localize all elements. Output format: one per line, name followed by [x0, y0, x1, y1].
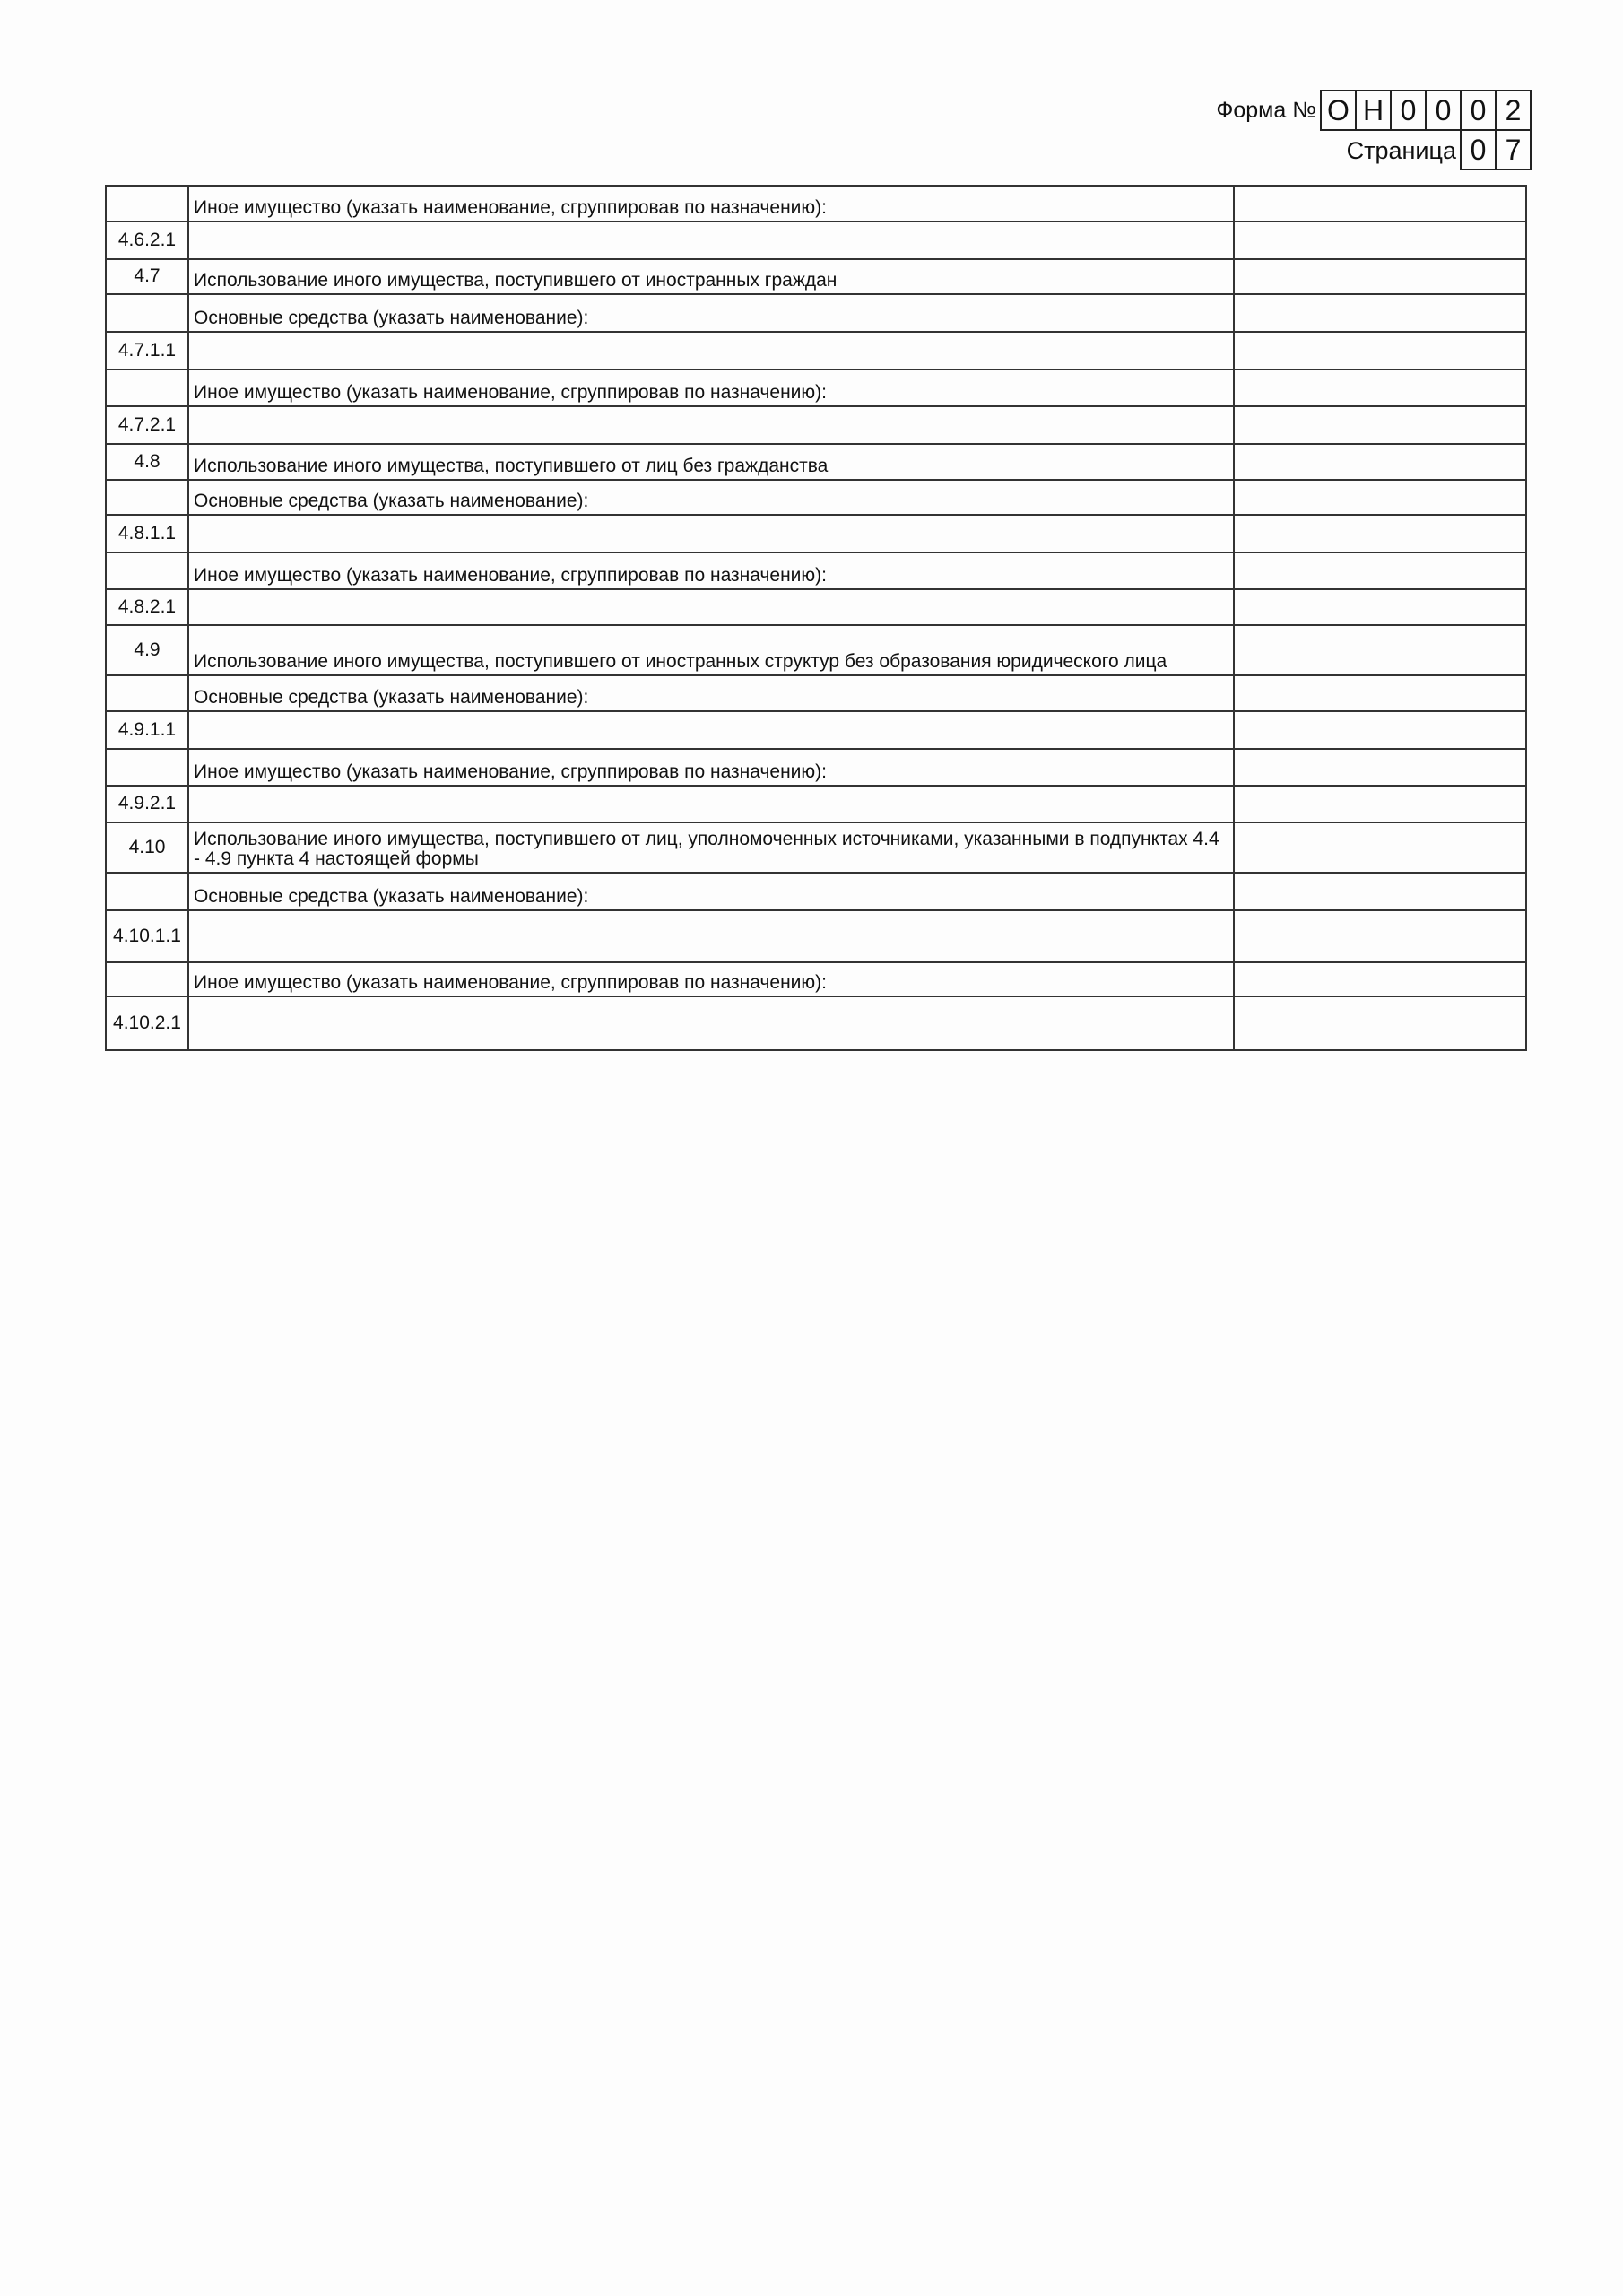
- value-input-cell[interactable]: [1234, 873, 1526, 910]
- value-input-cell[interactable]: [1234, 332, 1526, 370]
- value-input-cell[interactable]: [1234, 370, 1526, 406]
- row-number-cell: [106, 962, 188, 996]
- entry-input-cell[interactable]: [188, 222, 1234, 259]
- row-number-cell: [106, 370, 188, 406]
- entry-input-cell[interactable]: [188, 589, 1234, 625]
- value-input-cell[interactable]: [1234, 259, 1526, 294]
- table-row-4.9: [106, 625, 1526, 675]
- value-input-cell[interactable]: [1234, 711, 1526, 749]
- row-number-cell: [106, 749, 188, 786]
- row-description-cell: Использование иного имущества, поступившего от иностранных структур без образования юридического лица: [188, 625, 1234, 675]
- row-number-cell: 4.7: [106, 259, 188, 294]
- table-row-4.8: [106, 444, 1526, 480]
- form-code-char: 0: [1427, 91, 1462, 129]
- row-description-cell: Иное имущество (указать наименование, сгруппировав по назначению):: [188, 962, 1234, 996]
- page-number-char: 7: [1505, 134, 1522, 166]
- table-row-4.9.1.1: [106, 711, 1526, 749]
- table-row-4.9.2.1: [106, 786, 1526, 822]
- page-number-label: Страница: [1346, 136, 1456, 164]
- table-row-4.10.1.1: [106, 910, 1526, 962]
- table-row-4.7.1.1: [106, 332, 1526, 370]
- entry-input-cell[interactable]: [188, 996, 1234, 1050]
- table-row-4.6.2.1: [106, 222, 1526, 259]
- table-row-4.8.1.1: [106, 515, 1526, 552]
- row-number-cell: 4.9.2.1: [106, 786, 188, 822]
- row-description-cell: Основные средства (указать наименование):: [188, 294, 1234, 332]
- value-input-cell[interactable]: [1234, 186, 1526, 222]
- table-row-4.10: [106, 822, 1526, 873]
- row-description-cell: Иное имущество (указать наименование, сгруппировав по назначению):: [188, 370, 1234, 406]
- value-input-cell[interactable]: [1234, 675, 1526, 711]
- value-input-cell[interactable]: [1234, 962, 1526, 996]
- table-row-4.10.2.1: [106, 996, 1526, 1050]
- value-input-cell[interactable]: [1234, 996, 1526, 1050]
- form-code-char: 0: [1392, 91, 1427, 129]
- table-row-subheader: [106, 480, 1526, 515]
- table-row-subheader: [106, 552, 1526, 589]
- form-code-char: Н: [1357, 91, 1392, 129]
- row-number-cell: 4.7.1.1: [106, 332, 188, 370]
- row-number-cell: [106, 873, 188, 910]
- entry-input-cell[interactable]: [188, 910, 1234, 962]
- page-number-char: 0: [1462, 131, 1497, 169]
- row-number-cell: [106, 186, 188, 222]
- row-description-cell: Использование иного имущества, поступившего от иностранных граждан: [188, 259, 1234, 294]
- row-description-cell: Иное имущество (указать наименование, сгруппировав по назначению):: [188, 552, 1234, 589]
- entry-input-cell[interactable]: [188, 332, 1234, 370]
- value-input-cell[interactable]: [1234, 515, 1526, 552]
- form-code-char: 0: [1462, 91, 1497, 129]
- row-description-cell: Использование иного имущества, поступившего от лиц без гражданства: [188, 444, 1234, 480]
- value-input-cell[interactable]: [1234, 822, 1526, 873]
- entry-input-cell[interactable]: [188, 406, 1234, 444]
- table-row-4.7.2.1: [106, 406, 1526, 444]
- row-number-cell: 4.8.2.1: [106, 589, 188, 625]
- value-input-cell[interactable]: [1234, 749, 1526, 786]
- row-number-cell: 4.8: [106, 444, 188, 480]
- table-row-4.7: [106, 259, 1526, 294]
- entry-input-cell[interactable]: [188, 515, 1234, 552]
- row-description-cell: Иное имущество (указать наименование, сгруппировав по назначению):: [188, 749, 1234, 786]
- value-input-cell[interactable]: [1234, 910, 1526, 962]
- table-body: [106, 186, 1526, 1050]
- table-row-subheader: [106, 675, 1526, 711]
- row-number-cell: 4.8.1.1: [106, 515, 188, 552]
- form-header: [1216, 90, 1532, 170]
- row-description-cell: Использование иного имущества, поступившего от лиц, уполномоченных источниками, указанными в подпунктах 4.4 - 4.9 пункта 4 настоящей формы: [188, 822, 1234, 873]
- entry-input-cell[interactable]: [188, 786, 1234, 822]
- table-row-subheader: [106, 873, 1526, 910]
- row-number-cell: 4.10: [106, 822, 188, 873]
- table-row-4.8.2.1: [106, 589, 1526, 625]
- row-description-cell: Основные средства (указать наименование):: [188, 675, 1234, 711]
- table-row-subheader: [106, 294, 1526, 332]
- value-input-cell[interactable]: [1234, 406, 1526, 444]
- form-code-char: 2: [1505, 94, 1522, 126]
- value-input-cell[interactable]: [1234, 589, 1526, 625]
- table-row-subheader: [106, 370, 1526, 406]
- row-number-cell: [106, 480, 188, 515]
- row-number-cell: 4.6.2.1: [106, 222, 188, 259]
- table-row-subheader: [106, 962, 1526, 996]
- value-input-cell[interactable]: [1234, 786, 1526, 822]
- value-input-cell[interactable]: [1234, 625, 1526, 675]
- value-input-cell[interactable]: [1234, 294, 1526, 332]
- form-number-label: Форма №: [1216, 97, 1316, 123]
- value-input-cell[interactable]: [1234, 552, 1526, 589]
- row-number-cell: 4.9: [106, 625, 188, 675]
- row-number-cell: 4.10.1.1: [106, 910, 188, 962]
- row-number-cell: 4.10.2.1: [106, 996, 188, 1050]
- row-number-cell: [106, 294, 188, 332]
- row-number-cell: 4.7.2.1: [106, 406, 188, 444]
- page-number-row: [1347, 131, 1532, 170]
- value-input-cell[interactable]: [1234, 444, 1526, 480]
- row-number-cell: [106, 552, 188, 589]
- form-number-row: [1216, 90, 1532, 131]
- property-usage-table: [105, 185, 1527, 1051]
- row-number-cell: 4.9.1.1: [106, 711, 188, 749]
- value-input-cell[interactable]: [1234, 222, 1526, 259]
- value-input-cell[interactable]: [1234, 480, 1526, 515]
- row-description-cell: Основные средства (указать наименование):: [188, 873, 1234, 910]
- row-description-cell: Иное имущество (указать наименование, сгруппировав по назначению):: [188, 186, 1234, 222]
- row-number-cell: [106, 675, 188, 711]
- table-row-subheader: [106, 186, 1526, 222]
- form-code-cells: [1320, 90, 1532, 131]
- form-code-char: О: [1322, 91, 1357, 129]
- entry-input-cell[interactable]: [188, 711, 1234, 749]
- table-row-subheader: [106, 749, 1526, 786]
- page-number-cells: [1460, 131, 1532, 170]
- row-description-cell: Основные средства (указать наименование):: [188, 480, 1234, 515]
